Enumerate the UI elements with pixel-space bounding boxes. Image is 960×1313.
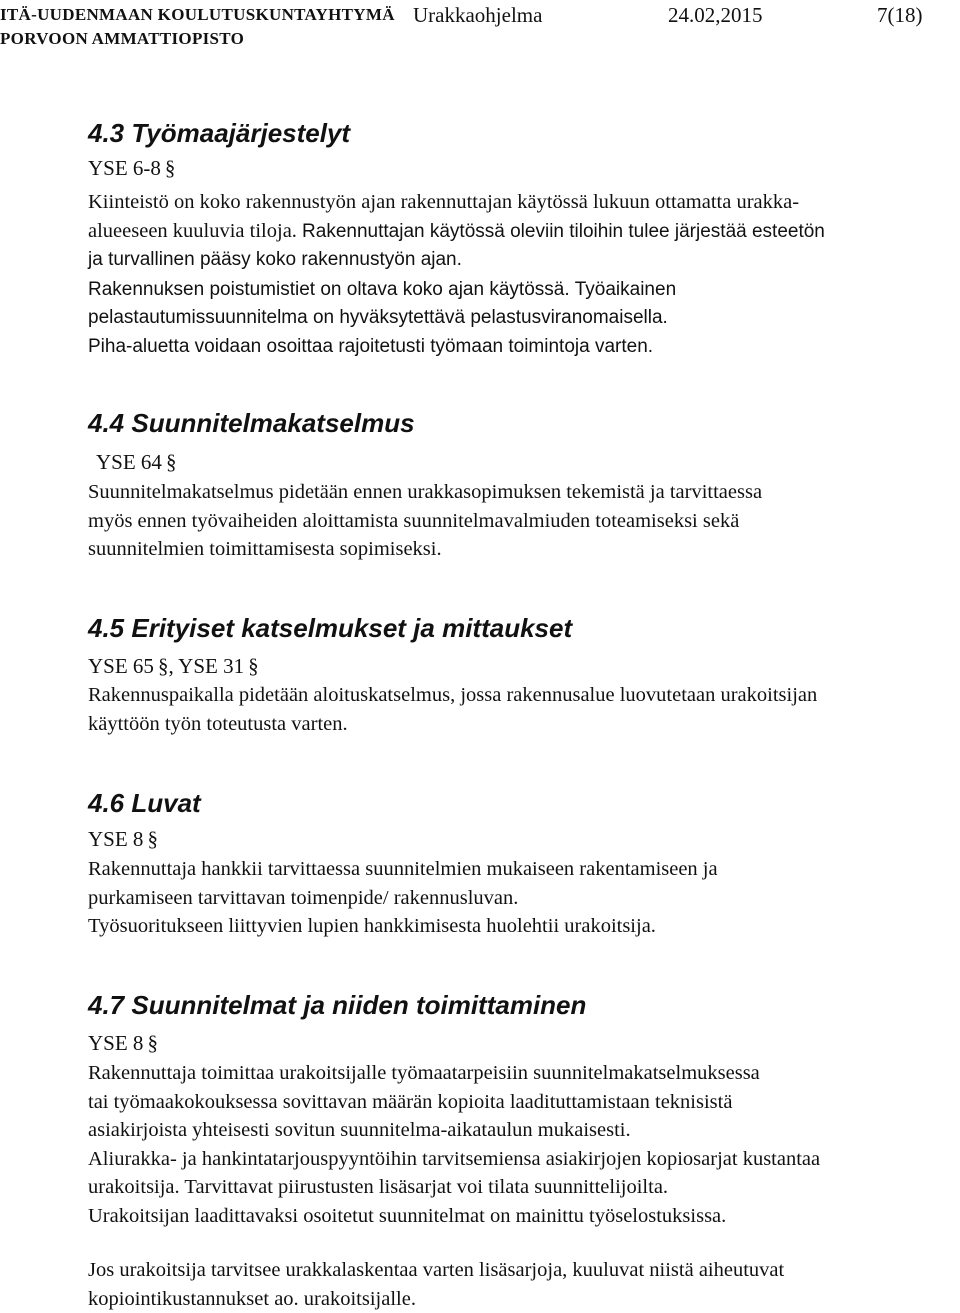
body-line: purkamiseen tarvittavan toimenpide/ rakennusluvan. (88, 884, 960, 913)
page-number: 7(18) (877, 3, 923, 28)
body-line: suunnitelmien toimittamisesta sopimiseksi. (88, 535, 960, 564)
section-heading-4-7: 4.7 Suunnitelmat ja niiden toimittaminen (88, 990, 586, 1021)
section-heading-4-3: 4.3 Työmaajärjestelyt (88, 118, 350, 149)
body-line: käyttöön työn toteutusta varten. (88, 710, 960, 739)
ref-text: YSE 6-8 (88, 156, 161, 180)
section-ref-4-4 (96, 450, 176, 475)
section-ref-4-3 (88, 156, 175, 181)
section-body-4-4 (88, 478, 960, 564)
body-line (88, 275, 960, 305)
body-line: ja turvallinen pääsy koko rakennustyön ajan. (88, 246, 960, 275)
ref-text: YSE 64 (96, 450, 162, 474)
section-body-4-7 (88, 1059, 960, 1230)
body-line: kopiointikustannukset ao. urakoitsijalle. (88, 1285, 960, 1313)
section-sign-icon: § (165, 156, 176, 181)
body-line: Urakoitsijan laadittavaksi osoitetut suunnitelmat on mainittu työselostuksissa. (88, 1202, 960, 1231)
body-text: Työaikainen (575, 279, 676, 300)
body-line: myös ennen työvaiheiden aloittamista suunnitelmavalmiuden toteamiseksi sekä (88, 507, 960, 536)
section-sign-icon: § (158, 654, 169, 679)
page-header (0, 0, 960, 50)
school-name: PORVOON AMMATTIOPISTO (0, 29, 244, 49)
section-sign-icon: § (147, 827, 158, 852)
body-line: Rakennuspaikalla pidetään aloituskatselmus, jossa rakennusalue luovutetaan urakoitsijan (88, 681, 960, 710)
section-body-4-5 (88, 681, 960, 738)
document-date: 24.02,2015 (668, 3, 763, 28)
body-line: Piha-aluetta voidaan osoittaa rajoitetusti työmaan toimintoja varten. (88, 333, 960, 362)
section-ref-4-7 (88, 1031, 158, 1056)
body-line: pelastautumissuunnitelma on hyväksytettävä pelastusviranomaisella. (88, 304, 960, 333)
section-ref-4-5 (88, 654, 259, 679)
body-line: asiakirjoista yhteisesti sovitun suunnitelma-aikataulun mukaisesti. (88, 1116, 960, 1145)
section-heading-4-5: 4.5 Erityiset katselmukset ja mittaukset (88, 613, 572, 644)
document-title: Urakkaohjelma (413, 3, 542, 28)
body-line: Rakennuttaja hankkii tarvittaessa suunnitelmien mukaiseen rakentamiseen ja (88, 855, 960, 884)
section-body-4-7-note (88, 1256, 960, 1313)
section-sign-icon: § (248, 654, 259, 679)
section-heading-4-6: 4.6 Luvat (88, 788, 201, 819)
body-line: Jos urakoitsija tarvitsee urakkalaskentaa varten lisäsarjoja, kuuluvat niistä aiheutuvat (88, 1256, 960, 1285)
section-heading-4-4: 4.4 Suunnitelmakatselmus (88, 408, 415, 439)
body-line: tai työmaakokouksessa sovittavan määrän kopioita laadituttamistaan teknisistä (88, 1088, 960, 1117)
ref-text: YSE 65 (88, 654, 154, 678)
section-body-4-3 (88, 188, 960, 361)
body-line: Rakennuttaja toimittaa urakoitsijalle työmaatarpeisiin suunnitelmakatselmuksessa (88, 1059, 960, 1088)
body-line: urakoitsija. Tarvittavat piirustusten lisäsarjat voi tilata suunnittelijoilta. (88, 1173, 960, 1202)
section-sign-icon: § (166, 450, 177, 475)
organization-name: ITÄ-UUDENMAAN KOULUTUSKUNTAYHTYMÄ (0, 5, 395, 25)
body-line: Työsuoritukseen liittyvien lupien hankkimisesta huolehtii urakoitsija. (88, 912, 960, 941)
ref-text: , YSE 31 (168, 654, 244, 678)
body-line: Aliurakka- ja hankintatarjouspyyntöihin tarvitsemiensa asiakirjojen kopiosarjat kustantaa (88, 1145, 960, 1174)
body-text: alueeseen kuuluvia tiloja. (88, 220, 297, 242)
body-line: Suunnitelmakatselmus pidetään ennen urakkasopimuksen tekemistä ja tarvittaessa (88, 478, 960, 507)
body-line: Kiinteistö on koko rakennustyön ajan rakennuttajan käytössä lukuun ottamatta urakka- (88, 188, 960, 217)
section-ref-4-6 (88, 827, 158, 852)
body-text: Rakennuksen poistumistiet on oltava koko ajan käytössä. (88, 279, 570, 300)
body-text: Rakennuttajan käytössä oleviin tiloihin tulee järjestää esteetön (302, 221, 825, 242)
ref-text: YSE 8 (88, 1031, 143, 1055)
section-sign-icon: § (147, 1031, 158, 1056)
body-line (88, 217, 960, 247)
section-body-4-6 (88, 855, 960, 941)
ref-text: YSE 8 (88, 827, 143, 851)
